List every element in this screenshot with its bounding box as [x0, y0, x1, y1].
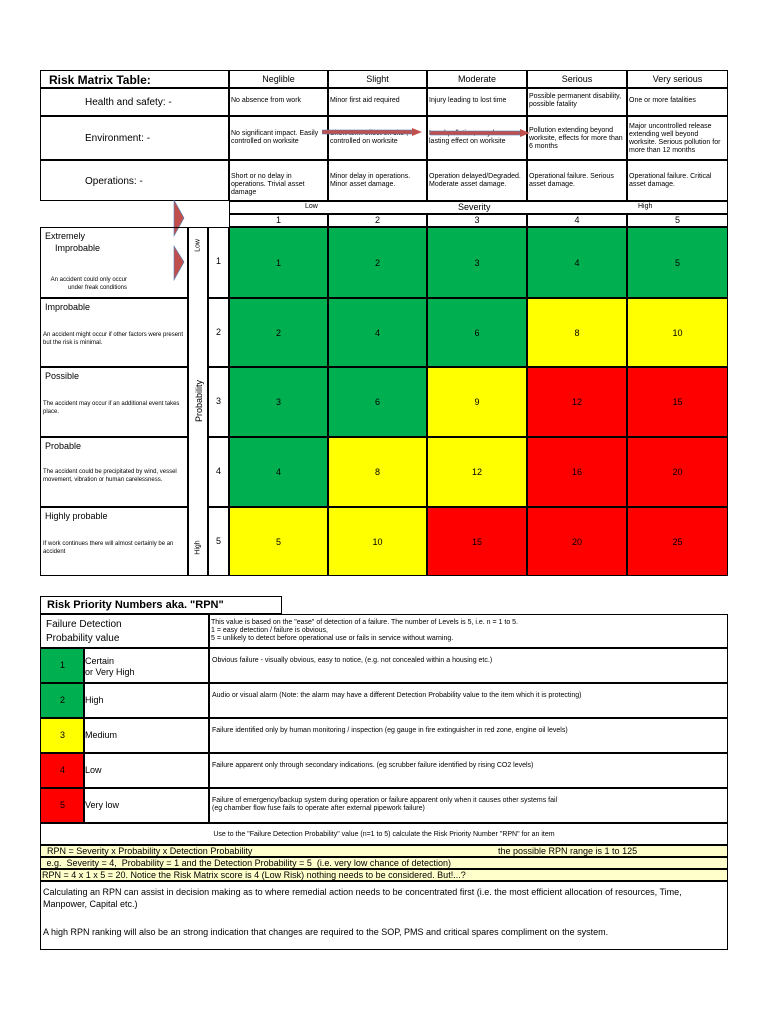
probability-description: The accident may occur if an additional event takes place. — [43, 401, 180, 415]
example-row-2 — [40, 869, 728, 881]
matrix-cell-value: 3 — [474, 257, 480, 268]
paragraph-2-text: A high RPN ranking will also be an strong indication that changes are required to the SOP, PMS and critical spares compliment on the system. — [43, 927, 609, 937]
detection-level-number: 4 — [60, 765, 66, 775]
detection-level-number: 1 — [60, 660, 66, 670]
category-label-environment — [40, 116, 229, 160]
detection-level-description: Audio or visual alarm (Note: the alarm may have a different Detection Probability value to the item which it is protecting) — [209, 683, 728, 718]
matrix-cell — [328, 367, 427, 437]
probability-row-label — [40, 437, 188, 507]
probability-number — [208, 367, 229, 437]
detection-level-description: Failure of emergency/backup system during operation or failure apparent only when it causes other systems fail (eg chamber flow fuse fails to operate after external pipework failure) — [209, 788, 728, 823]
rpn-table — [40, 596, 728, 950]
severity-axis-title: Severity — [458, 202, 491, 212]
probability-name: Improbable — [45, 302, 91, 312]
paragraph-1-text: Calculating an RPN can assist in decision making as to where remedial action needs to be concentrated first (i.e. the most efficient allocation of resources, Time, Manpower, Capital etc.) — [43, 887, 682, 909]
detection-level-swatch — [40, 683, 84, 718]
matrix-cell — [427, 227, 527, 298]
matrix-cell — [229, 227, 328, 298]
probability-row-label — [40, 367, 188, 437]
severity-header-5: Very serious — [627, 70, 728, 88]
environment-cell-2: controlled on worksite — [328, 116, 427, 160]
operations-cell-2: Minor delay in operations. Minor asset damage. — [328, 160, 427, 201]
detection-level-swatch — [40, 753, 84, 788]
detection-level-label-text: Certain or Very High — [85, 656, 135, 677]
detection-level-number: 5 — [60, 800, 66, 810]
matrix-cell — [527, 367, 627, 437]
probability-number — [208, 227, 229, 298]
severity-header-2: Slight — [328, 70, 427, 88]
probability-name: Possible — [45, 371, 80, 381]
matrix-cell — [427, 367, 527, 437]
matrix-cell-value: 9 — [474, 397, 480, 407]
matrix-cell-value: 6 — [374, 397, 380, 407]
detection-level-label-text: High — [85, 695, 104, 705]
matrix-cell-value: 4 — [275, 467, 281, 477]
detection-level-label — [84, 753, 209, 788]
severity-header-1: Neglible — [229, 70, 328, 88]
probability-name: Extremely Improbable — [45, 231, 101, 253]
probability-high-label: High — [194, 540, 202, 555]
severity-number-2: 2 — [328, 214, 427, 227]
health-cell-4: Possible permanent disability, possible fatality — [527, 88, 627, 116]
detection-level-label-text: Medium — [85, 730, 118, 740]
detection-level-label — [84, 788, 209, 823]
example2-text: RPN = 4 x 1 x 5 = 20. Notice the Risk Matrix score is 4 (Low Risk) nothing needs to be considered. But!...? — [42, 870, 466, 880]
matrix-cell — [328, 298, 427, 367]
probability-number-text: 5 — [215, 536, 221, 546]
severity-number-4: 4 — [527, 214, 627, 227]
matrix-cell — [527, 437, 627, 507]
environment-cell-4: Pollution extending beyond worksite, effects for more than 6 months — [527, 116, 627, 160]
severity-axis-header — [229, 201, 728, 214]
matrix-cell-value: 15 — [672, 397, 683, 407]
matrix-cell — [527, 507, 627, 576]
health-cell-5: One or more fatalities — [627, 88, 728, 116]
matrix-cell-value: 12 — [471, 467, 482, 477]
severity-number-3: 3 — [427, 214, 527, 227]
matrix-cell-value: 8 — [374, 467, 380, 477]
probability-name: Highly probable — [45, 511, 108, 521]
matrix-cell-value: 10 — [672, 327, 683, 338]
matrix-cell — [627, 298, 728, 367]
matrix-cell — [229, 298, 328, 367]
paragraph-2 — [40, 911, 728, 950]
probability-description: An accident could only occur under freak conditions — [50, 277, 127, 291]
matrix-cell — [627, 507, 728, 576]
matrix-cell — [627, 227, 728, 298]
matrix-cell — [328, 227, 427, 298]
detection-level-number: 2 — [60, 695, 66, 705]
matrix-cell-value: 5 — [674, 257, 680, 268]
matrix-cell-value: 20 — [571, 536, 582, 547]
detection-level-label-text: Very low — [85, 800, 120, 810]
matrix-cell-value: 1 — [275, 257, 281, 268]
detection-level-swatch — [40, 788, 84, 823]
matrix-cell-value: 20 — [672, 467, 683, 477]
probability-axis — [188, 227, 208, 576]
category-label-health — [40, 88, 229, 116]
example-row-1 — [40, 857, 728, 869]
right-arrow-icon — [322, 123, 422, 131]
operations-cell-1: Short or no delay in operations. Trivial asset damage — [229, 160, 328, 201]
matrix-cell-value: 12 — [571, 397, 582, 407]
right-arrow-icon — [430, 124, 530, 132]
probability-description: An accident might occur if other factors were present but the risk is minimal. — [43, 332, 184, 346]
detection-level-description: Failure apparent only through secondary indications. (eg scrubber failure identified by rising CO2 levels) — [209, 753, 728, 788]
probability-description: If work continues there will almost certainly be an accident — [43, 541, 174, 555]
detection-level-label — [84, 648, 209, 683]
probability-row-label — [40, 507, 188, 576]
matrix-cell — [627, 437, 728, 507]
probability-name: Probable — [45, 441, 82, 451]
rpn-intro: This value is based on the "ease" of detection of a failure. The number of Levels is 5, i.e. n = 1 to 5. 1 = easy detection / failure is obvious, 5 = unlikely to detect before operational use or fails in service without warning. — [209, 614, 728, 648]
risk-matrix-title-text: Risk Matrix Table: — [49, 73, 151, 87]
matrix-cell — [427, 437, 527, 507]
detection-level-label — [84, 718, 209, 753]
matrix-cell-value: 4 — [574, 257, 580, 268]
rpn-title — [40, 596, 282, 614]
paragraph-1 — [40, 881, 728, 911]
risk-matrix-table — [40, 70, 728, 576]
severity-header-3: Moderate — [427, 70, 527, 88]
health-cell-3: Injury leading to lost time — [427, 88, 527, 116]
matrix-cell — [229, 367, 328, 437]
matrix-cell — [527, 298, 627, 367]
matrix-cell — [328, 437, 427, 507]
matrix-cell-value: 6 — [474, 327, 480, 338]
matrix-cell-value: 5 — [275, 536, 281, 547]
category-label-operations-text: Operations: - — [85, 176, 143, 187]
severity-number-5: 5 — [627, 214, 728, 227]
example1-text: e.g. Severity = 4, Probability = 1 and the Detection Probability = 5 (i.e. very low chance of detection) — [44, 858, 451, 868]
severity-high-label: High — [638, 203, 653, 210]
matrix-cell-value: 4 — [374, 327, 380, 338]
fd-label — [40, 614, 209, 648]
matrix-cell-value: 10 — [372, 536, 383, 547]
health-cell-1: No absence from work — [229, 88, 328, 116]
detection-level-description: Obvious failure - visually obvious, easy to notice, (e.g. not concealed within a housing etc.) — [209, 648, 728, 683]
matrix-cell-value: 2 — [374, 257, 380, 268]
probability-number — [208, 298, 229, 367]
use-note: Use to the "Failure Detection Probability" value (n=1 to 5) calculate the Risk Priority Number "RPN" for an item — [40, 823, 728, 845]
operations-cell-3: Operation delayed/Degraded. Moderate asset damage. — [427, 160, 527, 201]
matrix-cell-value: 3 — [275, 397, 281, 407]
probability-row-label — [40, 227, 188, 298]
detection-level-description: Failure identified only by human monitoring / inspection (eg gauge in fire extinguisher in red zone, engine oil levels) — [209, 718, 728, 753]
range-text: the possible RPN range is 1 to 125 — [498, 846, 638, 856]
matrix-cell-value: 25 — [672, 536, 683, 547]
matrix-cell-value: 8 — [574, 327, 580, 338]
matrix-cell — [328, 507, 427, 576]
probability-number-text: 3 — [215, 396, 221, 406]
operations-cell-5: Operational failure. Critical asset damage. — [627, 160, 728, 201]
probability-number-text: 1 — [215, 256, 221, 266]
environment-cell-1: No significant impact. Easily controlled on worksite — [229, 116, 328, 160]
matrix-cell-value: 16 — [571, 467, 582, 477]
formula-row — [40, 845, 728, 857]
detection-level-number: 3 — [60, 730, 66, 740]
probability-row-label — [40, 298, 188, 367]
fd-label-text: Failure Detection Probability value — [46, 619, 122, 644]
probability-number-text: 4 — [215, 466, 221, 476]
category-label-operations — [40, 160, 229, 201]
risk-matrix-title — [40, 70, 229, 88]
matrix-cell — [527, 227, 627, 298]
severity-header-4: Serious — [527, 70, 627, 88]
rpn-title-text: Risk Priority Numbers aka. "RPN" — [47, 599, 224, 611]
environment-cell-5: Major uncontrolled release extending well beyond worksite. Serious pollution for more than 12 months — [627, 116, 728, 160]
formula-text: RPN = Severity x Probability x Detection Probability — [47, 846, 253, 856]
matrix-cell — [427, 298, 527, 367]
matrix-cell-value: 2 — [275, 327, 281, 338]
operations-cell-4: Operational failure. Serious asset damage. — [527, 160, 627, 201]
environment-cell-3: lasting effect on worksite — [427, 116, 527, 160]
probability-axis-title: Probability — [194, 379, 204, 423]
matrix-cell — [229, 507, 328, 576]
matrix-cell-value: 15 — [471, 536, 482, 547]
category-label-environment-text: Environment: - — [85, 133, 151, 144]
severity-low-label: Low — [305, 203, 318, 210]
health-cell-2: Minor first aid required — [328, 88, 427, 116]
matrix-cell — [427, 507, 527, 576]
detection-level-label — [84, 683, 209, 718]
severity-number-1: 1 — [229, 214, 328, 227]
probability-low-label: Low — [194, 239, 202, 252]
detection-level-swatch — [40, 648, 84, 683]
matrix-cell — [627, 367, 728, 437]
probability-number-text: 2 — [215, 327, 221, 337]
probability-description: The accident could be precipitated by wind, vessel movement, vibration or human carelessness. — [43, 469, 177, 483]
matrix-cell — [229, 437, 328, 507]
probability-number — [208, 437, 229, 507]
probability-number — [208, 507, 229, 576]
detection-level-label-text: Low — [85, 765, 102, 775]
category-label-health-text: Health and safety: - — [85, 97, 172, 108]
detection-level-swatch — [40, 718, 84, 753]
